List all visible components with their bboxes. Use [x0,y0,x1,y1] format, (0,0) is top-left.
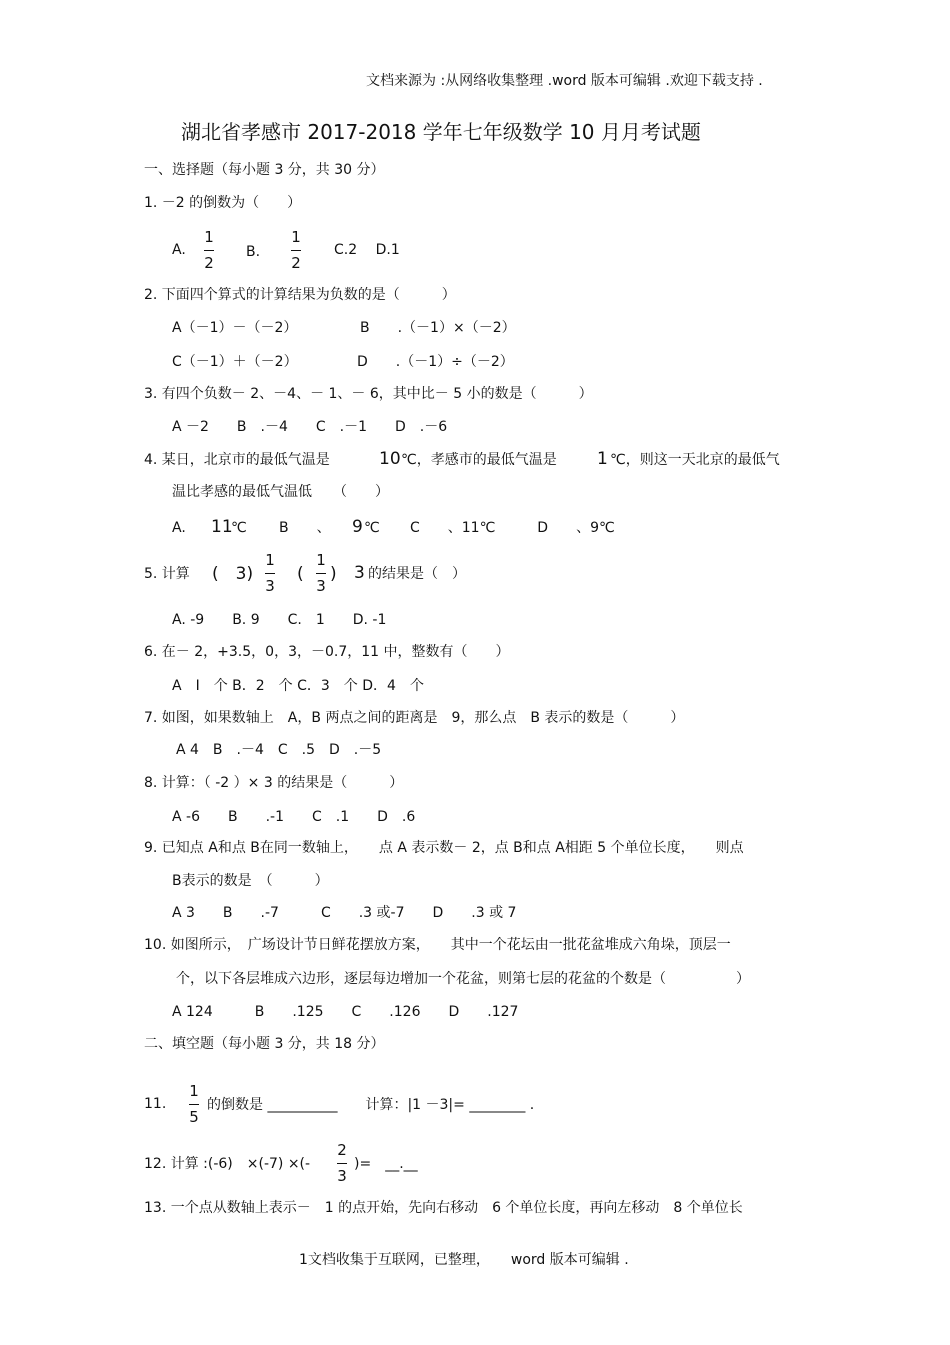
question-12-fraction [337,1143,347,1184]
question-5-paren-close: ) [330,564,337,584]
question-4-option-a-value: 11 [211,517,233,537]
question-4-options-cd: C 、11℃ D 、9℃ [410,520,615,536]
question-2-option-a: A（－1）－（－2） [172,320,298,336]
question-2-option-c: C（－1）＋（－2） [172,354,298,370]
question-4-option-a-unit: ℃ [231,520,247,536]
question-12-prefix: 12. 计算 :(-6) ×(-7) ×(- [144,1156,311,1172]
question-4-option-b-label: B 、 [279,520,331,536]
question-1-option-b-fraction [291,230,301,271]
question-4-stem-part-3: ℃，则这一天北京的最低气 [610,452,780,468]
question-1-option-a-fraction [204,230,214,271]
question-3-options: A －2 B .－4 C .－1 D .－6 [172,419,448,435]
question-11-fraction [189,1084,199,1125]
question-4-beijing-temp: 10 [379,449,401,469]
fraction-numerator: 1 [189,1082,199,1100]
question-6-stem: 6. 在－ 2，+3.5，0，3，－0.7，11 中，整数有（ ） [144,644,510,660]
question-9-stem: 9. 已知点 A和点 B在同一数轴上， 点 A 表示数－ 2，点 B和点 A相距 5 个单位长度， 则点 [144,840,744,856]
fraction-bar [189,1104,199,1105]
fraction-numerator: 1 [316,551,326,569]
page-footer: 1文档收集于互联网，已整理， word 版本可编辑 . [299,1252,629,1268]
question-11-text: 的倒数是 __________ 计算：|1 －3|= ________ . [207,1097,535,1113]
fraction-denominator: 3 [316,577,326,595]
question-8-stem: 8. 计算：（ -2 ）× 3 的结果是（ ） [144,775,404,791]
question-8-options: A -6 B .-1 C .1 D .6 [172,809,416,825]
fraction-denominator: 3 [265,577,275,595]
fraction-numerator: 2 [337,1141,347,1159]
fraction-numerator: 1 [291,228,301,246]
question-5-stem-prefix: 5. 计算 [144,566,190,582]
fraction-denominator: 2 [204,254,214,272]
question-4-option-b-unit: ℃ [364,520,380,536]
fraction-denominator: 3 [337,1167,347,1185]
question-10-stem: 10. 如图所示， 广场设计节日鲜花摆放方案， 其中一个花坛由一批花盆堆成六角垛，顶层一 [144,937,731,953]
question-9-stem-continued: B表示的数是 （ ） [172,873,329,889]
question-12-suffix: )= __.__ [354,1156,418,1172]
fraction-bar [316,573,326,574]
fraction-bar [337,1163,347,1164]
fraction-numerator: 1 [265,551,275,569]
fraction-denominator: 5 [189,1108,199,1126]
page-title: 湖北省孝感市 2017-2018 学年七年级数学 10 月月考试题 [181,120,701,144]
question-5-term-1: ( 3) [212,564,254,584]
question-10-stem-continued: 个，以下各层堆成六边形，逐层每边增加一个花盆，则第七层的花盆的个数是（ ） [176,971,750,987]
question-7-stem: 7. 如图，如果数轴上 A，B 两点之间的距离是 9，那么点 B 表示的数是（ ） [144,710,685,726]
question-11-number: 11. [144,1096,167,1112]
question-4-option-a-label: A. [172,520,186,536]
question-5-stem-suffix: 的结果是（ ） [368,566,466,582]
question-10-options: A 124 B .125 C .126 D .127 [172,1004,519,1020]
question-5-options: A. -9 B. 9 C. 1 D. -1 [172,612,387,628]
question-4-xiaogan-temp: 1 [597,449,608,469]
fraction-bar [291,250,301,251]
fraction-denominator: 2 [291,254,301,272]
question-4-option-b-value: 9 [352,517,363,537]
question-2-stem: 2. 下面四个算式的计算结果为负数的是（ ） [144,287,456,303]
question-9-options: A 3 B .-7 C .3 或-7 D .3 或 7 [172,905,517,921]
fraction-numerator: 1 [204,228,214,246]
question-5-fraction-1 [265,553,275,594]
question-6-options: A I 个 B．2 个 C．3 个 D．4 个 [172,678,424,694]
question-5-factor-3: 3 [354,563,365,583]
question-7-options: A 4 B .－4 C .5 D .－5 [176,742,382,758]
question-4-stem-continued: 温比孝感的最低气温低 （ ） [172,484,389,500]
question-1-options-cd: C.2 D.1 [334,242,400,258]
question-4-stem-part-2: ℃，孝感市的最低气温是 [401,452,557,468]
question-5-fraction-2 [316,553,326,594]
section-choice-heading: 一、选择题（每小题 3 分，共 30 分） [144,162,385,178]
fraction-bar [204,250,214,251]
question-2-option-b: B .（－1）×（－2） [360,320,516,336]
question-1-option-a-label: A. [172,242,186,258]
question-3-stem: 3. 有四个负数－ 2、－4、－ 1、－ 6，其中比－ 5 小的数是（ ） [144,386,593,402]
fraction-bar [265,573,275,574]
section-fill-heading: 二、填空题（每小题 3 分，共 18 分） [144,1036,385,1052]
page-header: 文档来源为 :从网络收集整理 .word 版本可编辑 .欢迎下载支持 . [366,73,763,89]
question-4-stem-part-1: 4. 某日，北京市的最低气温是 [144,452,330,468]
question-2-option-d: D .（－1）÷（－2） [357,354,514,370]
question-5-paren-open: ( [297,564,304,584]
question-1-option-b-label: B. [246,244,261,260]
question-1-stem: 1. －2 的倒数为（ ） [144,195,302,211]
question-13-stem: 13. 一个点从数轴上表示－ 1 的点开始，先向右移动 6 个单位长度，再向左移动 8 个单位长 [144,1200,743,1216]
